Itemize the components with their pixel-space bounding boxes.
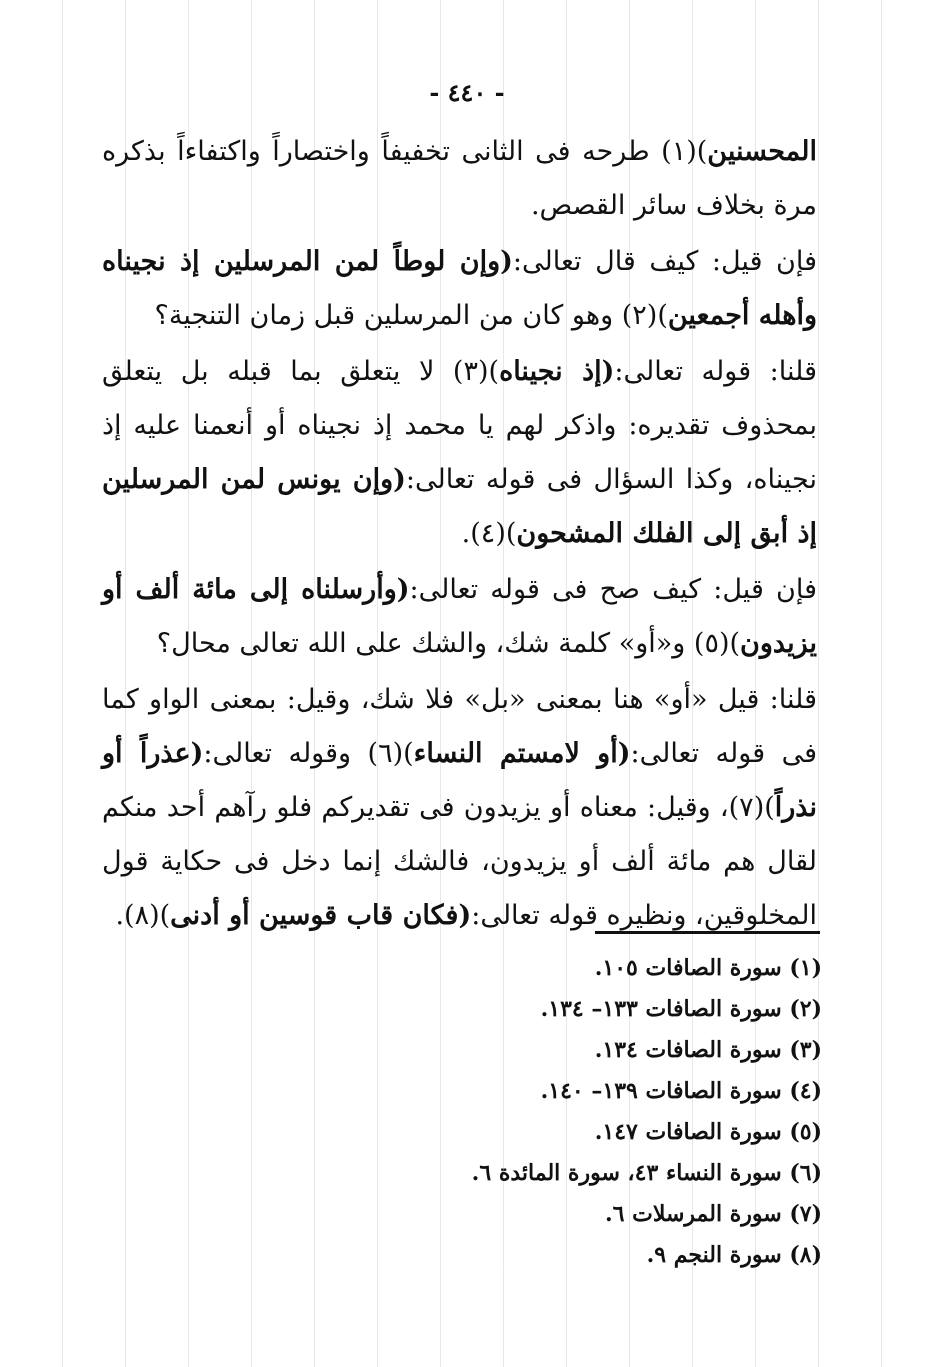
paragraph-5 — [102, 673, 817, 943]
footnote-5: (٥) سورة الصافات ١٤٧. — [594, 1119, 822, 1145]
text-run: )(٧)، وقيل: معناه أو يزيدون فى تقديركم فلو رآهم أحد منكم لقال هم مائة ألف أو يزيدون، فالشك إنما دخل فى حكاية قول المخلوقين، ونظيره قوله تعالى: — [102, 792, 817, 931]
quran-quote: المحسنين — [707, 136, 817, 167]
text-run: )(٢) وهو كان من المرسلين قبل زمان التنجية؟ — [154, 300, 668, 331]
footnote-3: (٣) سورة الصافات ١٣٤. — [594, 1037, 822, 1063]
text-run: )(٤). — [461, 518, 517, 549]
text-run: قلنا: قيل «أو» هنا بمعنى «بل» فلا شك، وقيل: بمعنى الواو كما فى قوله تعالى: — [102, 684, 817, 769]
quran-quote: (أو لامستم النساء — [413, 738, 631, 769]
footnote-divider — [595, 931, 820, 934]
quran-quote: (وإن لوطاً لمن المرسلين إذ نجيناه وأهله أجمعين — [102, 246, 817, 331]
main-text — [102, 125, 817, 943]
text-run: )(٦) وقوله تعالى: — [203, 738, 414, 769]
footnote-4: (٤) سورة الصافات ١٣٩– ١٤٠. — [540, 1078, 822, 1104]
footnote-1: (١) سورة الصافات ١٠٥. — [594, 955, 822, 981]
text-run: )(٣) لا يتعلق بما قبله بل يتعلق بمحذوف تقديره: واذكر لهم يا محمد إذ نجيناه أو أنعمنا عليه إذ نجيناه، وكذا السؤال فى قوله تعالى: — [102, 356, 817, 495]
text-run: فإن قيل: كيف صح فى قوله تعالى: — [409, 574, 817, 605]
text-run: )(٥) و«أو» كلمة شك، والشك على الله تعالى محال؟ — [156, 628, 741, 659]
quran-quote: (وإن يونس لمن المرسلين إذ أبق إلى الفلك المشحون — [102, 464, 817, 549]
text-run: )(٨). — [115, 900, 171, 931]
paragraph-3 — [102, 345, 817, 561]
quran-quote: (عذراً أو نذراً — [102, 738, 817, 823]
text-run: قلنا: قوله تعالى: — [614, 356, 817, 387]
paragraph-4 — [102, 563, 817, 671]
footnotes — [300, 948, 822, 1276]
quran-quote: (إذ نجيناه — [499, 356, 615, 387]
paragraph-2 — [102, 235, 817, 343]
page-number: - ٤٤٠ - — [429, 78, 505, 107]
text-run: فإن قيل: كيف قال تعالى: — [512, 246, 817, 277]
paragraph-1 — [102, 125, 817, 233]
footnote-2: (٢) سورة الصافات ١٣٣– ١٣٤. — [540, 996, 822, 1022]
footnote-6: (٦) سورة النساء ٤٣، سورة المائدة ٦. — [471, 1160, 822, 1186]
footnote-8: (٨) سورة النجم ٩. — [646, 1242, 822, 1268]
footnote-7: (٧) سورة المرسلات ٦. — [604, 1201, 822, 1227]
quran-quote: (فكان قاب قوسين أو أدنى — [170, 900, 472, 931]
text-run: )(١) طرحه فى الثانى تخفيفاً واختصاراً واكتفاءاً بذكره مرة بخلاف سائر القصص. — [102, 136, 817, 221]
quran-quote: (وأرسلناه إلى مائة ألف أو يزيدون — [102, 574, 817, 659]
